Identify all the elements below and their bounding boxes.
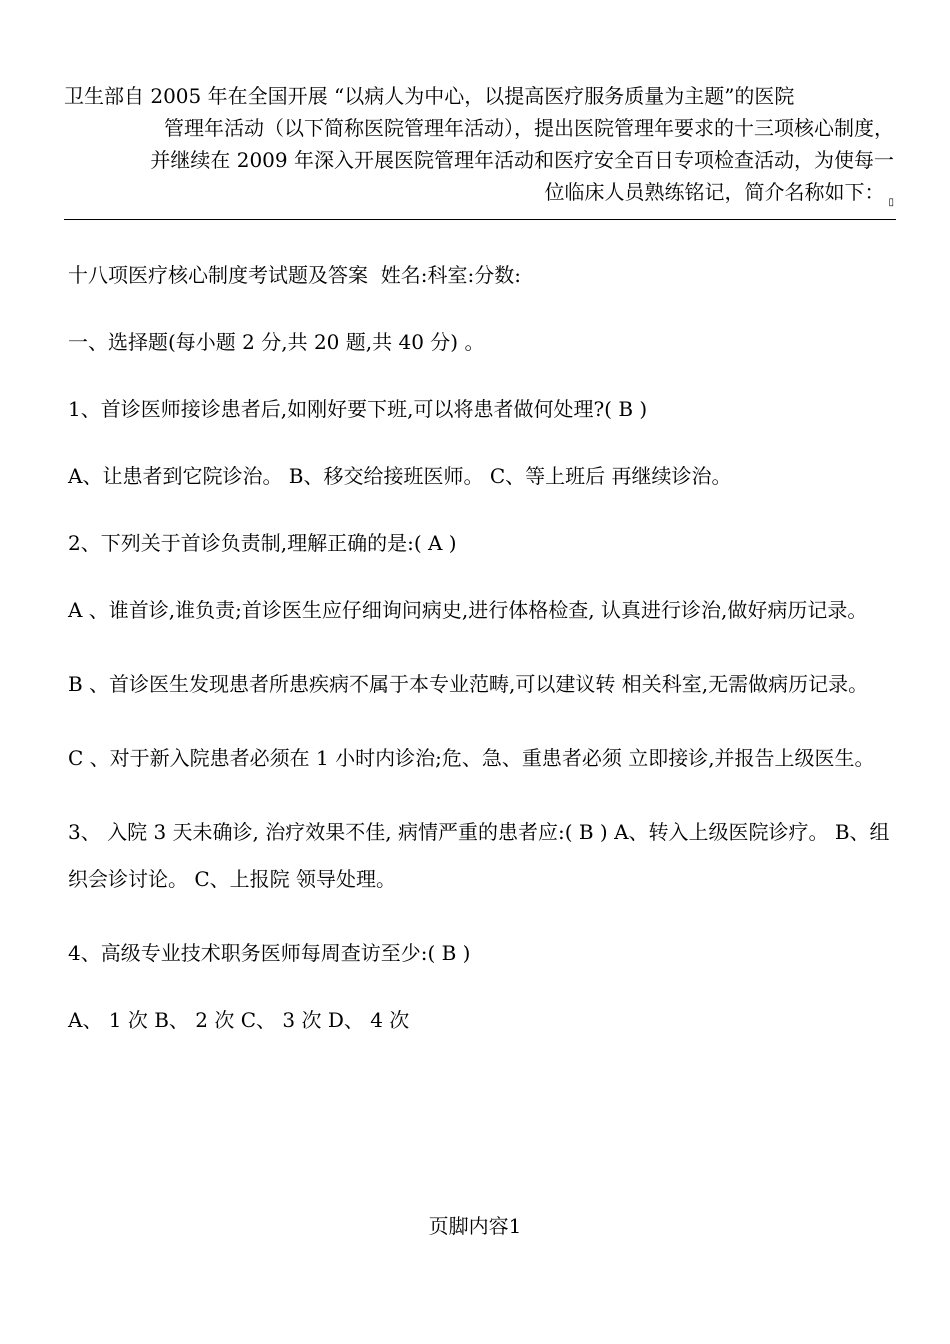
document-body bbox=[68, 258, 894, 1070]
question-4-options: A、 1 次 B、 2 次 C、 3 次 D、 4 次 bbox=[68, 1008, 410, 1032]
question-3: 3、 入院 3 天未确诊, 治疗效果不佳, 病情严重的患者应:( B ) A、转入上级医院诊疗。 B、组织会诊讨论。 C、上报院 领导处理。 bbox=[68, 820, 890, 891]
header-line-4-text: 位临床人员熟练铭记，简介名称如下： bbox=[544, 180, 885, 204]
header-line-3: 并继续在 2009 年深入开展医院管理年活动和医疗安全百日专项检查活动，为使每一 bbox=[150, 148, 894, 172]
question-2-option-a: A 、谁首诊,谁负责;首诊医生应仔细询问病史,进行体格检查, 认真进行诊治,做好病历记录。 bbox=[68, 598, 868, 622]
header-line-1: 卫生部自 2005 年在全国开展 “以病人为中心，以提高医疗服务质量为主题”的医院 bbox=[64, 84, 795, 108]
question-1: 1、首诊医师接诊患者后,如刚好要下班,可以将患者做何处理?( B ) bbox=[68, 397, 648, 421]
page-header bbox=[64, 80, 894, 219]
header-line-2: 管理年活动（以下简称医院管理年活动），提出医院管理年要求的十三项核心制度， bbox=[164, 116, 894, 140]
page-footer: 页脚内容1 bbox=[428, 1214, 522, 1238]
paragraph-mark-icon: ▯ bbox=[888, 197, 894, 208]
question-2-option-c: C 、对于新入院患者必须在 1 小时内诊治;危、急、重患者必须 立即接诊,并报告上级医生。 bbox=[68, 746, 875, 770]
exam-title: 十八项医疗核心制度考试题及答案 姓名:科室:分数: bbox=[68, 263, 521, 287]
question-4: 4、高级专业技术职务医师每周查访至少:( B ) bbox=[68, 941, 471, 965]
header-divider bbox=[64, 219, 896, 220]
question-2: 2、下列关于首诊负责制,理解正确的是:( A ) bbox=[68, 531, 457, 555]
question-2-option-b: B 、首诊医生发现患者所患疾病不属于本专业范畴,可以建议转 相关科室,无需做病历记录。 bbox=[68, 672, 869, 696]
question-1-options: A、让患者到它院诊治。 B、移交给接班医师。 C、等上班后 再继续诊治。 bbox=[68, 464, 732, 488]
header-line-4 bbox=[64, 176, 894, 219]
section-heading: 一、选择题(每小题 2 分,共 20 题,共 40 分) 。 bbox=[68, 330, 485, 354]
